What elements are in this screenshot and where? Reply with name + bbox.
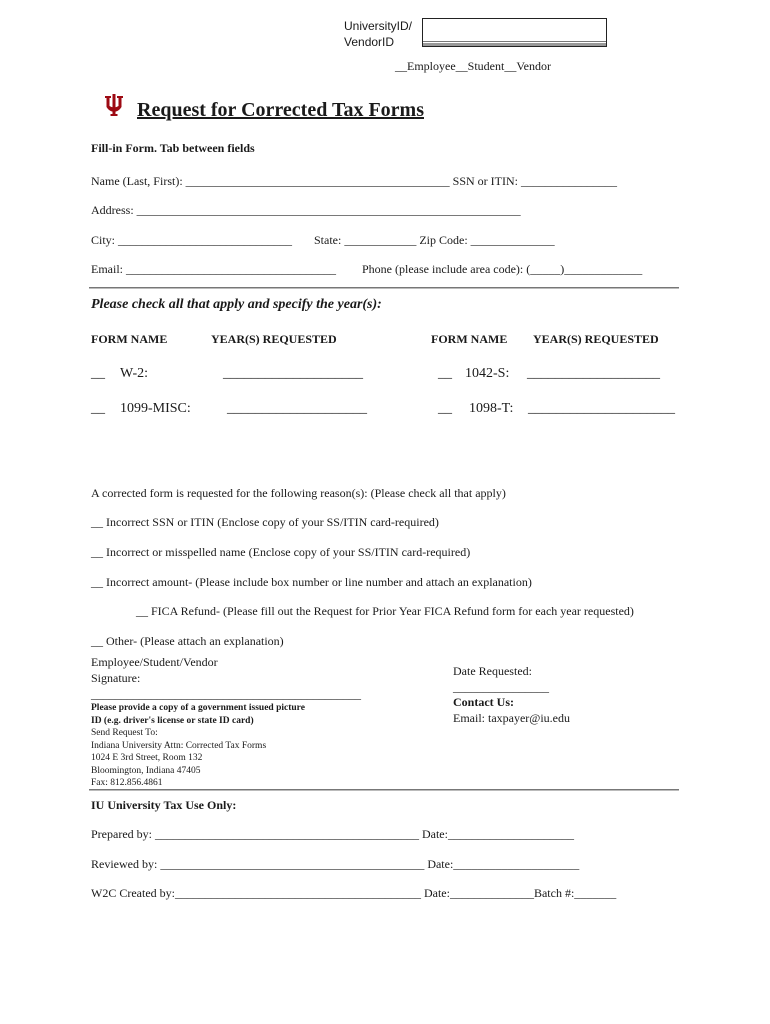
name-ssn-field[interactable]: Name (Last, First): ____________________________________________ SSN or ITIN: ________________ [91,174,617,188]
col-form-name-right: FORM NAME [431,332,508,346]
w2-label: W-2: [120,366,148,381]
signature-label-line1: Employee/Student/Vendor [91,655,218,669]
w2-check[interactable]: __ [91,366,105,381]
send-to-line: Send Request To: [91,728,158,738]
email-field[interactable]: Email: ___________________________________ [91,262,336,276]
reason-other[interactable]: __ Other- (Please attach an explanation) [91,634,284,648]
date-requested-input[interactable]: ________________ [453,680,549,694]
1099misc-check[interactable]: __ [91,401,105,416]
1098t-label: 1098-T: [469,401,514,416]
id-label-line2: VendorID [344,35,395,49]
send-to-line: 1024 E 3rd Street, Room 132 [91,753,203,763]
id-notice-line1: Please provide a copy of a government issued picture [91,703,305,713]
1098t-check[interactable]: __ [438,401,452,416]
divider [89,789,679,791]
page-title: Request for Corrected Tax Forms [137,99,424,121]
address-field[interactable]: Address: ________________________________________________________________ [91,203,521,217]
reason-incorrect-ssn[interactable]: __ Incorrect SSN or ITIN (Enclose copy of your SS/ITIN card-required) [91,515,439,529]
forms-heading: Please check all that apply and specify the year(s): [91,297,382,312]
reviewed-by-field[interactable]: Reviewed by: ____________________________________________ Date:_____________________ [91,857,580,871]
1042s-label: 1042-S: [465,366,510,381]
1099misc-years-input[interactable]: ____________________ [227,401,367,416]
contact-heading: Contact Us: [453,695,514,709]
divider [89,287,679,289]
w2c-created-by-field[interactable]: W2C Created by:_________________________________________ Date:______________Batch #:_______ [91,886,617,900]
id-label-line1: UniversityID/ [344,19,413,33]
1098t-years-input[interactable]: _____________________ [528,401,675,416]
state-zip-field[interactable]: State: ____________ Zip Code: ______________ [314,233,555,247]
signature-label-line2: Signature: [91,671,141,685]
id-notice-line2: ID (e.g. driver's license or state ID card) [91,716,254,726]
office-use-heading: IU University Tax Use Only: [91,798,237,812]
signature-line[interactable]: _____________________________________________ [91,687,361,701]
w2-years-input[interactable]: ____________________ [223,366,363,381]
date-requested-label: Date Requested: [453,664,532,678]
col-years-left: YEAR(S) REQUESTED [211,332,337,346]
col-years-right: YEAR(S) REQUESTED [533,332,659,346]
iu-trident-icon [103,93,125,119]
reason-misspelled-name[interactable]: __ Incorrect or misspelled name (Enclose copy of your SS/ITIN card-required) [91,545,471,559]
1042s-check[interactable]: __ [438,366,452,381]
instructions: Fill-in Form. Tab between fields [91,141,255,155]
reason-incorrect-amount[interactable]: __ Incorrect amount- (Please include box number or line number and attach an explanation) [91,575,532,589]
reasons-intro: A corrected form is requested for the following reason(s): (Please check all that apply) [91,486,506,500]
city-field[interactable]: City: _____________________________ [91,233,293,247]
1042s-years-input[interactable]: ___________________ [527,366,660,381]
phone-field[interactable]: Phone (please include area code): (_____)_____________ [362,262,643,276]
reason-fica-refund[interactable]: __ FICA Refund- (Please fill out the Request for Prior Year FICA Refund form for each year requested) [136,604,634,618]
send-to-line: Indiana University Attn: Corrected Tax Forms [91,741,267,751]
send-to-line: Fax: 812.856.4861 [91,778,163,788]
col-form-name-left: FORM NAME [91,332,168,346]
contact-email[interactable]: Email: taxpayer@iu.edu [453,711,571,725]
role-options[interactable]: __Employee__Student__Vendor [395,59,551,73]
1099misc-label: 1099-MISC: [120,401,191,416]
prepared-by-field[interactable]: Prepared by: ____________________________________________ Date:_____________________ [91,827,574,841]
send-to-line: Bloomington, Indiana 47405 [91,766,201,776]
university-id-input[interactable] [422,18,607,47]
